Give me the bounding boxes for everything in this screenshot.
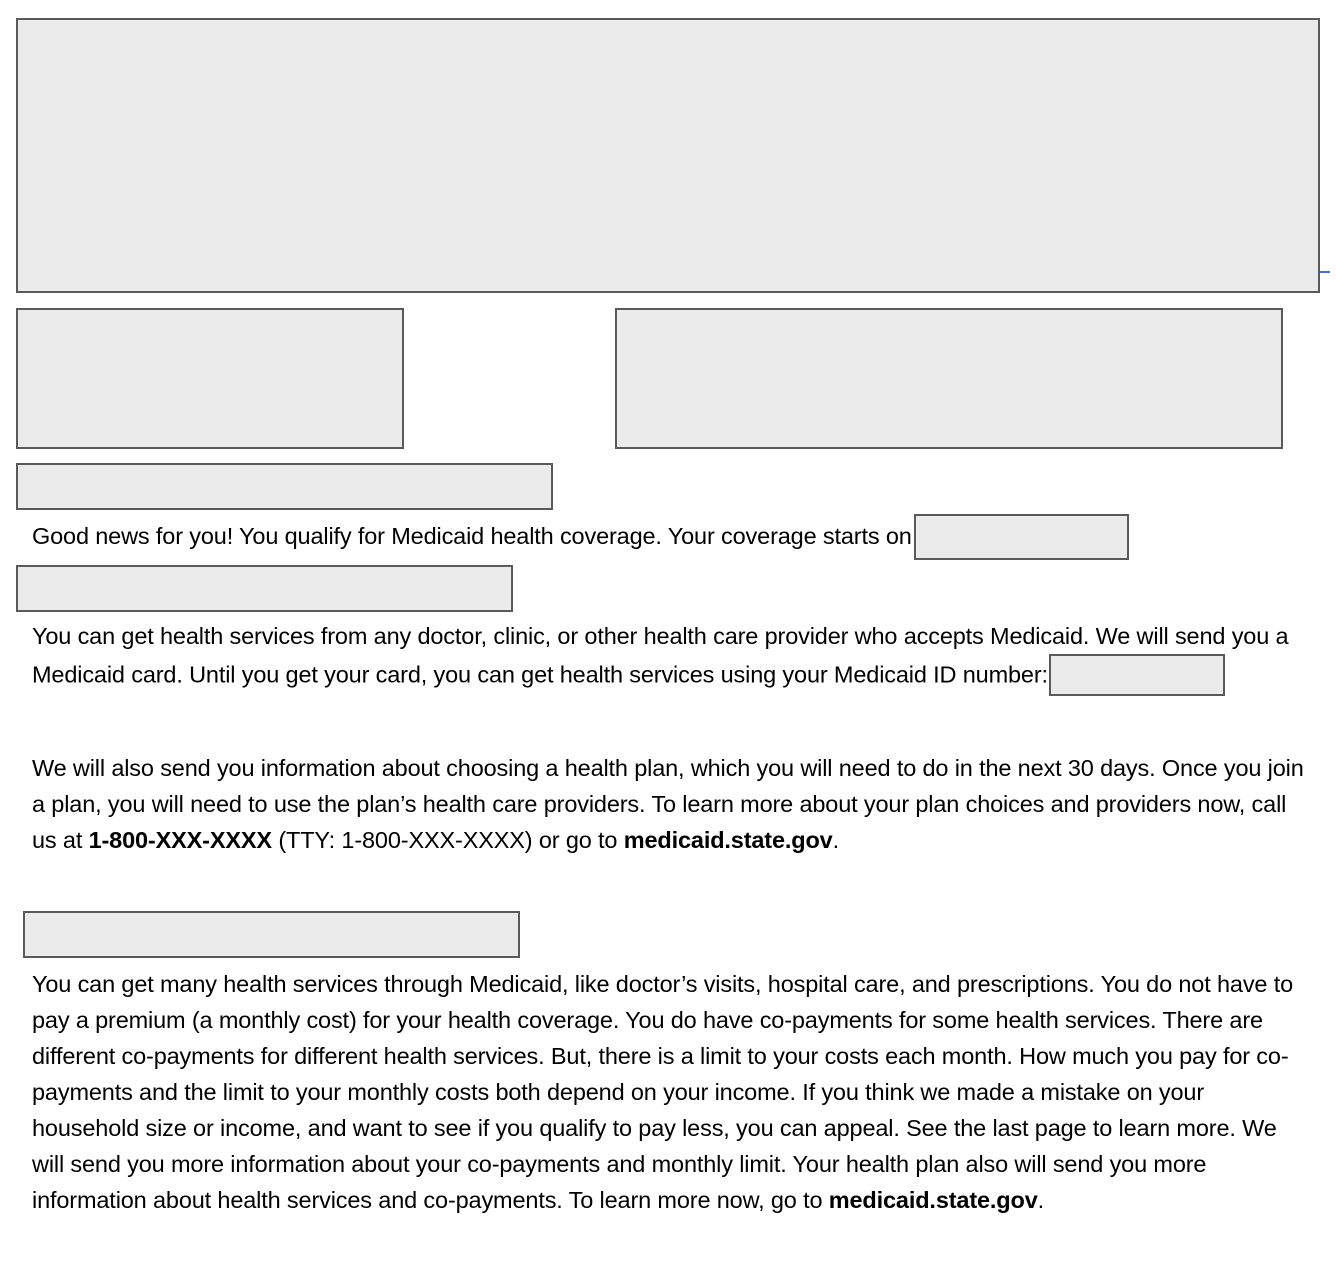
section-heading-placeholder-1[interactable] <box>16 463 553 510</box>
health-plan-text-part-2: (TTY: 1-800-XXX-XXXX) or go to <box>271 827 624 853</box>
health-services-paragraph <box>32 618 1312 699</box>
left-block-placeholder[interactable] <box>16 308 404 449</box>
right-block-placeholder[interactable] <box>615 308 1283 449</box>
section-heading-placeholder-3[interactable] <box>23 911 520 958</box>
benefits-text-part-1: You can get many health services through Medicaid, like doctor’s visits, hospital care, and prescriptions. You do not have to pay a premium (a monthly cost) for your health coverage. You do have co-payments for some health services. There are different co-payments for different health services. But, there is a limit to your costs each month. How much you pay for co-payments and the limit to your monthly costs both depend on your income. If you think we made a mistake on your household size or income, and want to see if you qualify to pay less, you can appeal. See the last page to learn more. We will send you more information about your co-payments and monthly limit. Your health plan also will send you more information about health services and co-payments. To learn more now, go to <box>32 971 1294 1213</box>
health-plan-text-part-1: We will also send you information about choosing a health plan, which you will need to do in the next 30 days. Once you join a plan, you will need to use the plan’s health care providers. To learn more about your plan choices and providers now, call us at <box>32 755 1304 853</box>
benefits-website-link[interactable]: medicaid.state.gov <box>828 1187 1038 1213</box>
health-plan-paragraph <box>32 750 1312 858</box>
benefits-paragraph-block <box>32 966 1312 1218</box>
coverage-start-date-box[interactable] <box>914 514 1129 560</box>
health-plan-website-link[interactable]: medicaid.state.gov <box>623 827 833 853</box>
health-plan-paragraph-block <box>32 750 1312 858</box>
hero-image-placeholder[interactable] <box>16 18 1320 293</box>
coverage-start-paragraph <box>32 514 1312 562</box>
medicaid-id-number-box[interactable] <box>1049 654 1225 696</box>
health-services-paragraph-block <box>32 618 1312 699</box>
coverage-start-line <box>32 514 1312 562</box>
hero-edge-marker-icon <box>1320 271 1330 273</box>
health-services-text: You can get health services from any doctor, clinic, or other health care provider who accepts Medicaid. We will send you a Medicaid card. Until you get your card, you can get health services using your Medicaid ID number: <box>32 623 1289 688</box>
coverage-start-text: Good news for you! You qualify for Medicaid health coverage. Your coverage starts on <box>32 523 912 550</box>
section-heading-placeholder-2[interactable] <box>16 565 513 612</box>
health-plan-phone-number: 1-800-XXX-XXXX <box>88 827 272 853</box>
benefits-text-part-2: . <box>1037 1187 1045 1213</box>
health-plan-text-part-3: . <box>832 827 839 853</box>
benefits-paragraph <box>32 966 1312 1218</box>
